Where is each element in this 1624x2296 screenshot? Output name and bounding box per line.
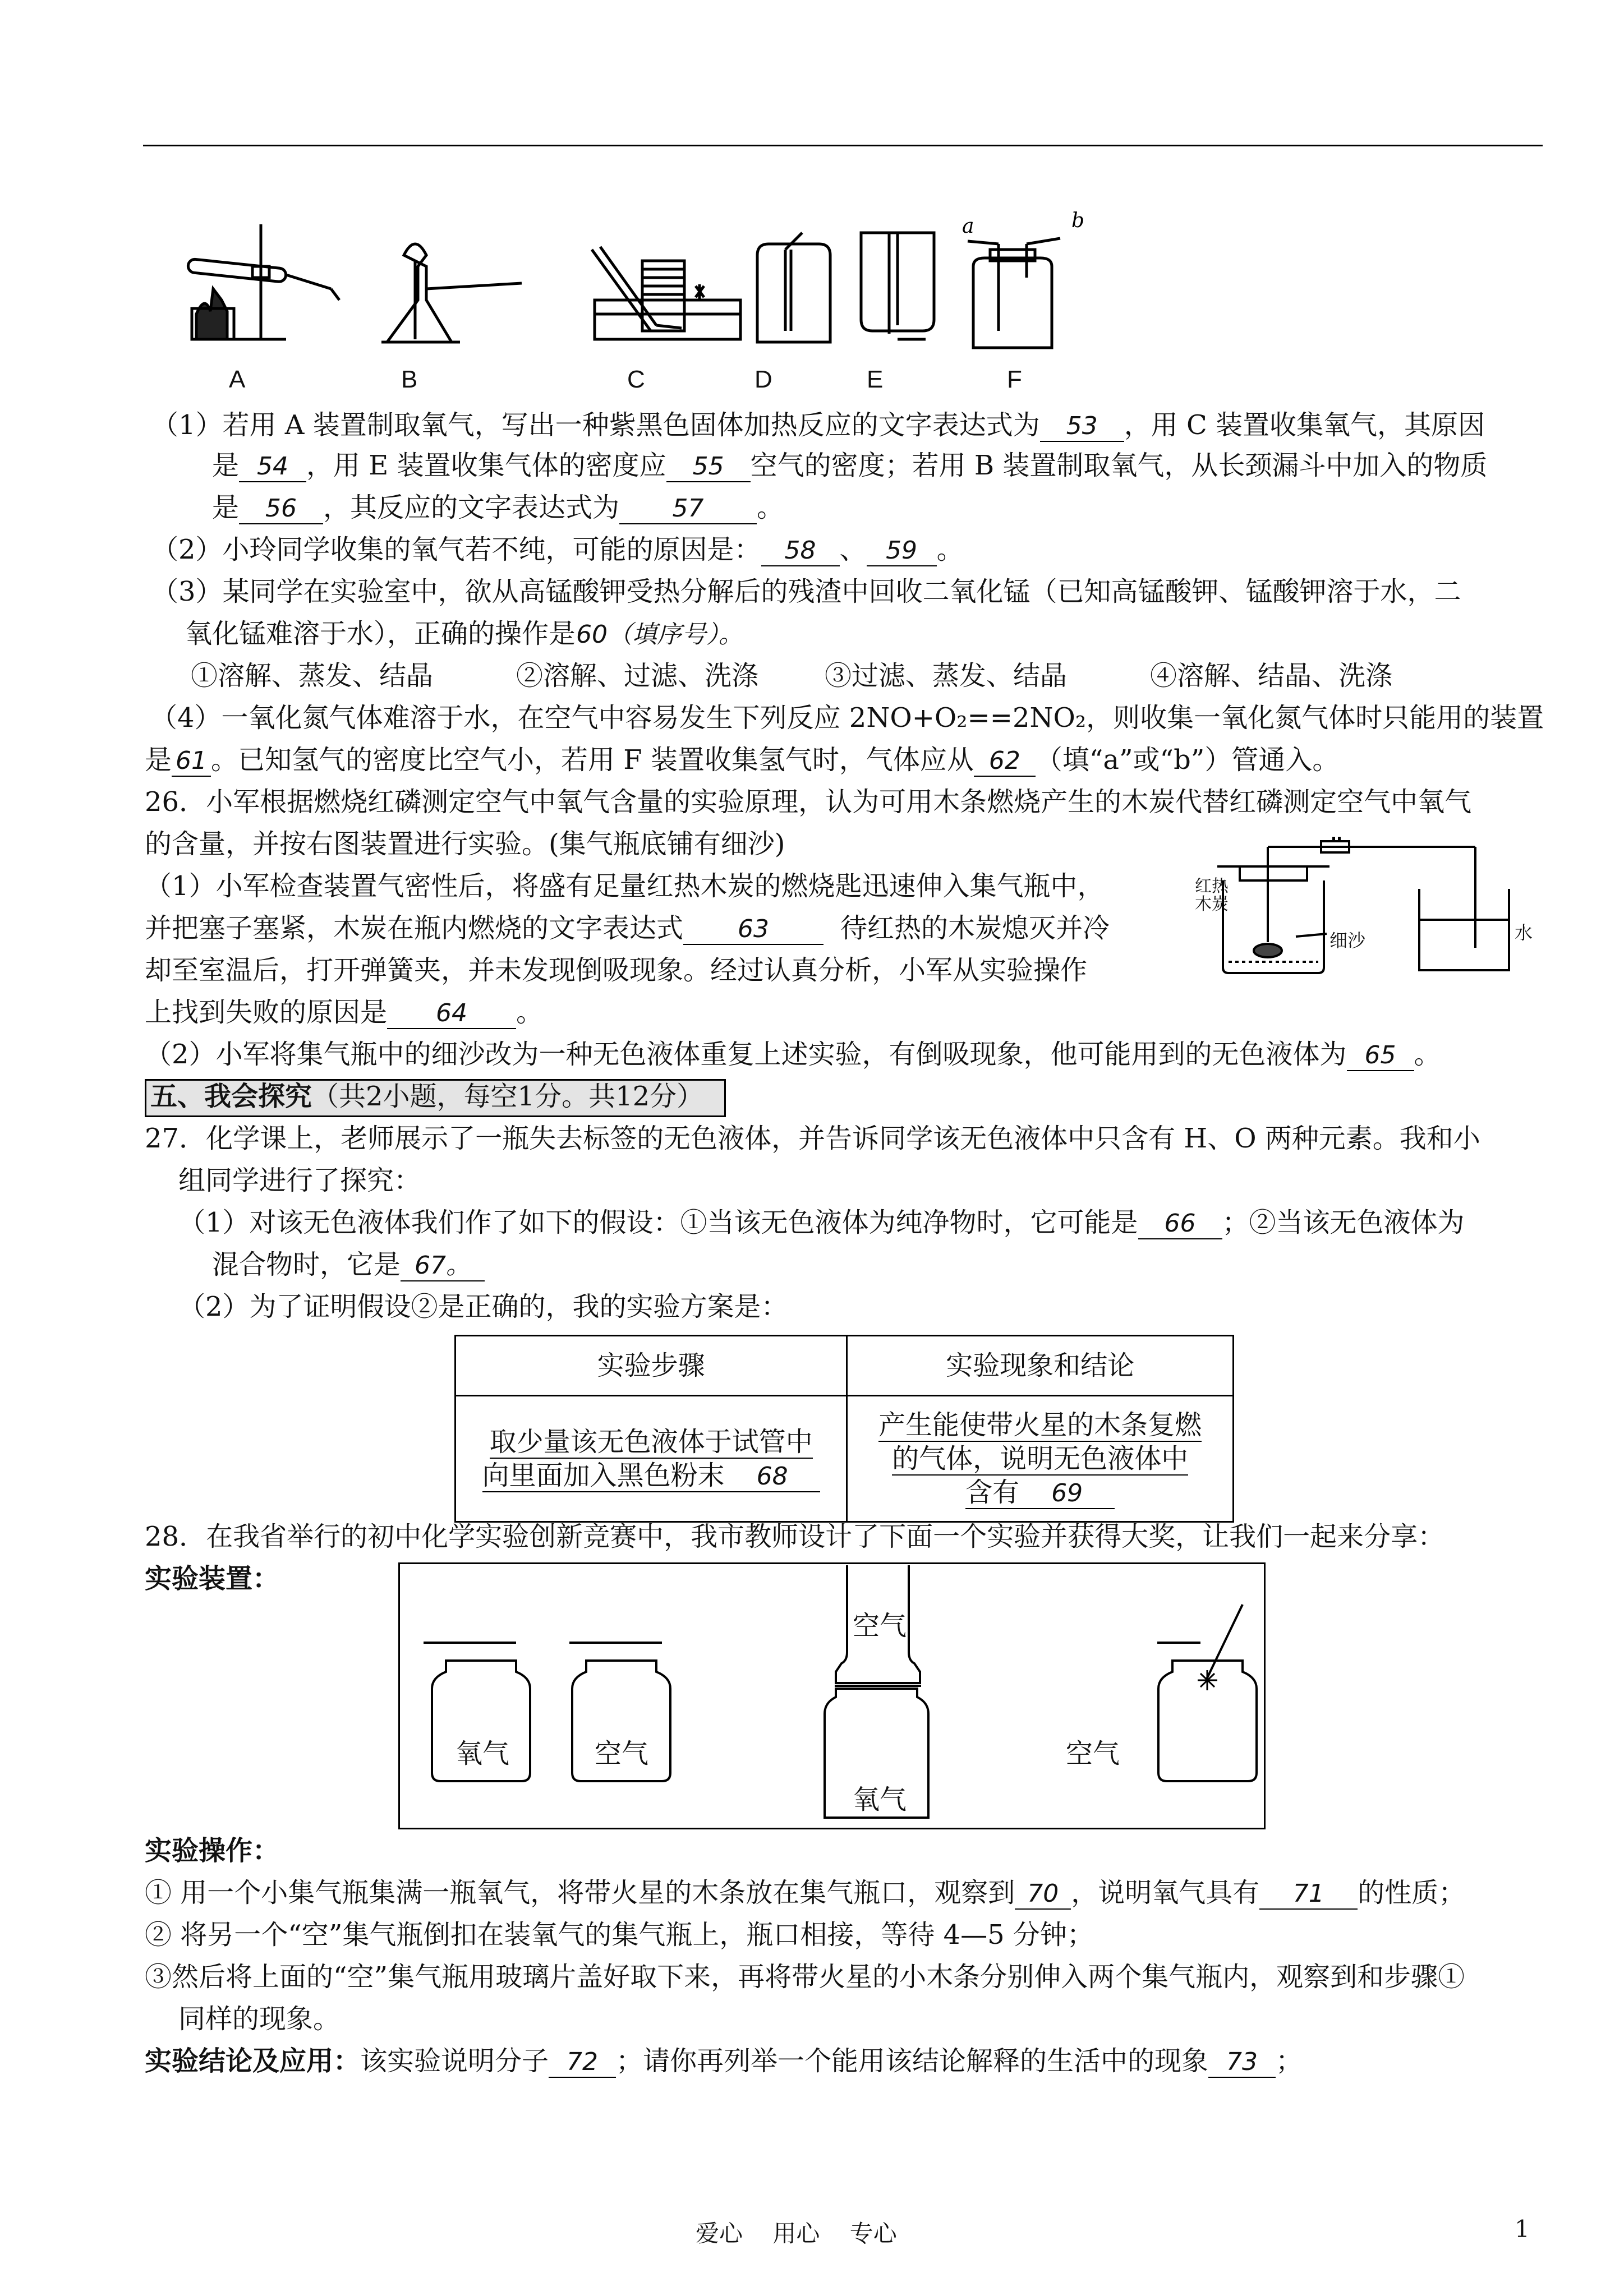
page-number: 1: [1515, 2215, 1530, 2243]
q26-line4: 并把塞子塞紧，木炭在瓶内燃烧的文字表达式 63 待红热的木炭熄灭并冷: [145, 912, 1110, 944]
fig-label-sand: 细沙: [1329, 930, 1366, 951]
experiment-table: [454, 1335, 1234, 1523]
q27-line1: 27．化学课上，老师展示了一瓶失去标签的无色液体，并告诉同学该无色液体中只含有 H、O 两种元素。我和小: [145, 1123, 1480, 1154]
blank-67: 67。: [401, 1251, 485, 1281]
q25-p3-line2: 氧化锰难溶于水），正确的操作是60（填序号）。: [185, 618, 744, 649]
section-five-title: 五、我会探究: [150, 1081, 312, 1112]
q25-option-1: ①溶解、蒸发、结晶: [191, 660, 434, 691]
apparatus-f-drawing: [968, 238, 1060, 348]
blank-66: 66: [1138, 1209, 1222, 1239]
q28-jars-figure: [398, 1562, 1262, 1826]
blank-71: 71: [1259, 1879, 1358, 1910]
blank-69: 69: [1019, 1479, 1115, 1509]
blank-53: 53: [1040, 412, 1124, 442]
q25-p3-line1: （3）某同学在实验室中，欲从高锰酸钾受热分解后的残渣中回收二氧化锰（已知高锰酸钾、锰酸钾溶于水，二: [151, 576, 1461, 607]
q26-line7: （2）小军将集气瓶中的细沙改为一种无色液体重复上述实验，有倒吸现象，他可能用到的无色液体为 65 。: [145, 1039, 1441, 1070]
q28-ops-title: 实验操作：: [145, 1835, 280, 1866]
blank-65: 65: [1347, 1041, 1414, 1071]
label-a: A: [229, 366, 246, 393]
q26-line1: 26．小军根据燃烧红磷测定空气中氧气含量的实验原理，认为可用木条燃烧产生的木炭代替红磷测定空气中氧气: [145, 786, 1472, 818]
header-rule: [143, 145, 1543, 146]
apparatus-figure: [180, 209, 1133, 367]
q26-line5: 却至室温后，打开弹簧夹，并未发现倒吸现象。经过认真分析，小军从实验操作: [145, 955, 1088, 986]
fig-label-charcoal: 红热 木炭: [1195, 877, 1229, 914]
blank-61: 61: [172, 746, 211, 777]
q28-line1: 28．在我省举行的初中化学实验创新竞赛中，我市教师设计了下面一个实验并获得大奖，让我们一起来分享：: [145, 1521, 1445, 1552]
jar-label-air-1: 空气: [595, 1739, 649, 1769]
table-cell-results: 产生能使带火星的木条复燃 的气体，说明无色液体中 含有 69: [847, 1396, 1234, 1522]
q26-line2: 的含量，并按右图装置进行实验。(集气瓶底铺有细沙): [145, 828, 785, 860]
q28-conclusion-title: 实验结论及应用：: [145, 2045, 361, 2077]
table-cell-steps: 取少量该无色液体于试管中 向里面加入黑色粉末 68: [456, 1396, 847, 1522]
q26-apparatus-figure: [1206, 836, 1520, 981]
blank-56: 56: [239, 494, 323, 524]
q28-op3-line1: ③然后将上面的“空”集气瓶用玻璃片盖好取下来，再将带火星的小木条分别伸入两个集气瓶内，观察到和步骤①: [145, 1961, 1465, 1993]
apparatus-d-drawing: [757, 233, 830, 342]
q26-line6: 上找到失败的原因是 64 。: [145, 997, 544, 1028]
jar-label-air-3: 空气: [1066, 1739, 1120, 1769]
q28-conclusion: 实验结论及应用：该实验说明分子 72 ；请你再列举一个能用该结论解释的生活中的现象 73 ；: [145, 2045, 1303, 2077]
table-header-steps: 实验步骤: [456, 1336, 847, 1396]
jar-label-oxygen-2: 氧气: [853, 1785, 907, 1815]
q25-p4-line2: 是 61 。已知氢气的密度比空气小，若用 F 装置收集氢气时，气体应从 62 （填“a”或“b”）管通入。: [145, 744, 1340, 776]
q25-p1-line3: 是 56 ，其反应的文字表达式为 57 。: [212, 492, 784, 523]
q27-line2: 组同学进行了探究：: [178, 1165, 421, 1196]
blank-59: 59: [867, 536, 937, 566]
apparatus-e-drawing: [861, 233, 934, 339]
blank-62: 62: [974, 746, 1036, 777]
blank-54: 54: [239, 452, 306, 482]
q25-p1-line1: （1）若用 A 装置制取氧气，写出一种紫黑色固体加热反应的文字表达式为 53 ，用 C 装置收集氧气，其原因: [151, 409, 1485, 441]
apparatus-c-drawing: [592, 247, 740, 339]
blank-63: 63: [683, 915, 823, 945]
blank-60: 60（填序号）。: [576, 620, 744, 649]
blank-58: 58: [761, 536, 840, 566]
blank-73: 73: [1208, 2048, 1276, 2078]
apparatus-a-drawing: [187, 224, 339, 339]
q25-option-3: ③过滤、蒸发、结晶: [825, 660, 1068, 691]
q28-op3-line2: 同样的现象。: [178, 2003, 341, 2035]
footer-motto: 爱心 用心 专心: [696, 2220, 897, 2247]
blank-70: 70: [1015, 1879, 1071, 1910]
section-five-note: （共2小题，每空1分。共12分）: [312, 1081, 704, 1112]
blank-57: 57: [619, 494, 757, 524]
q25-p1-line2: 是 54 ，用 E 装置收集气体的密度应 55 空气的密度；若用 B 装置制取氧气，从长颈漏斗中加入的物质: [212, 450, 1488, 481]
blank-72: 72: [549, 2048, 616, 2078]
label-e: E: [867, 366, 884, 393]
label-b: B: [401, 366, 418, 393]
jar-label-oxygen-1: 氧气: [456, 1739, 510, 1769]
q27-line4: 混合物时，它是 67。: [212, 1248, 485, 1281]
fig-label-water: 水: [1515, 923, 1533, 943]
table-row: [456, 1396, 1234, 1522]
svg-text:a: a: [962, 215, 974, 238]
label-d: D: [755, 366, 772, 393]
table-header-results: 实验现象和结论: [847, 1336, 1234, 1396]
blank-55: 55: [666, 452, 751, 482]
q25-option-4: ④溶解、结晶、洗涤: [1150, 660, 1393, 691]
q28-op1: ① 用一个小集气瓶集满一瓶氧气，将带火星的木条放在集气瓶口，观察到 70 ，说明氧气具有 71 的性质；: [145, 1877, 1466, 1908]
q26-line3: （1）小军检查装置气密性后，将盛有足量红热木炭的燃烧匙迅速伸入集气瓶中，: [145, 870, 1105, 902]
q25-p2: （2）小玲同学收集的氧气若不纯，可能的原因是： 58 、 59 。: [151, 534, 964, 565]
svg-text:b: b: [1071, 209, 1085, 232]
q28-op2: ② 将另一个“空”集气瓶倒扣在装氧气的集气瓶上，瓶口相接，等待 4—5 分钟；: [145, 1919, 1094, 1951]
table-header-row: [456, 1336, 1234, 1396]
apparatus-b-drawing: [381, 244, 522, 342]
q27-line5: （2）为了证明假设②是正确的，我的实验方案是：: [178, 1291, 788, 1322]
jar-label-air-2: 空气: [853, 1611, 907, 1641]
q28-apparatus-title: 实验装置：: [145, 1563, 280, 1594]
q25-option-2: ②溶解、过滤、洗涤: [516, 660, 759, 691]
blank-68: 68: [725, 1462, 820, 1492]
q27-line3: （1）对该无色液体我们作了如下的假设：①当该无色液体为纯净物时，它可能是 66 ；②当该无色液体为: [178, 1207, 1465, 1238]
blank-64: 64: [387, 999, 516, 1029]
q25-p4-line1: （4）一氧化氮气体难溶于水，在空气中容易发生下列反应 2NO+O₂==2NO₂，则收集一氧化氮气体时只能用的装置: [150, 702, 1544, 734]
label-f: F: [1007, 366, 1022, 393]
section-five-title-line: [150, 1080, 703, 1113]
label-c: C: [627, 366, 645, 393]
